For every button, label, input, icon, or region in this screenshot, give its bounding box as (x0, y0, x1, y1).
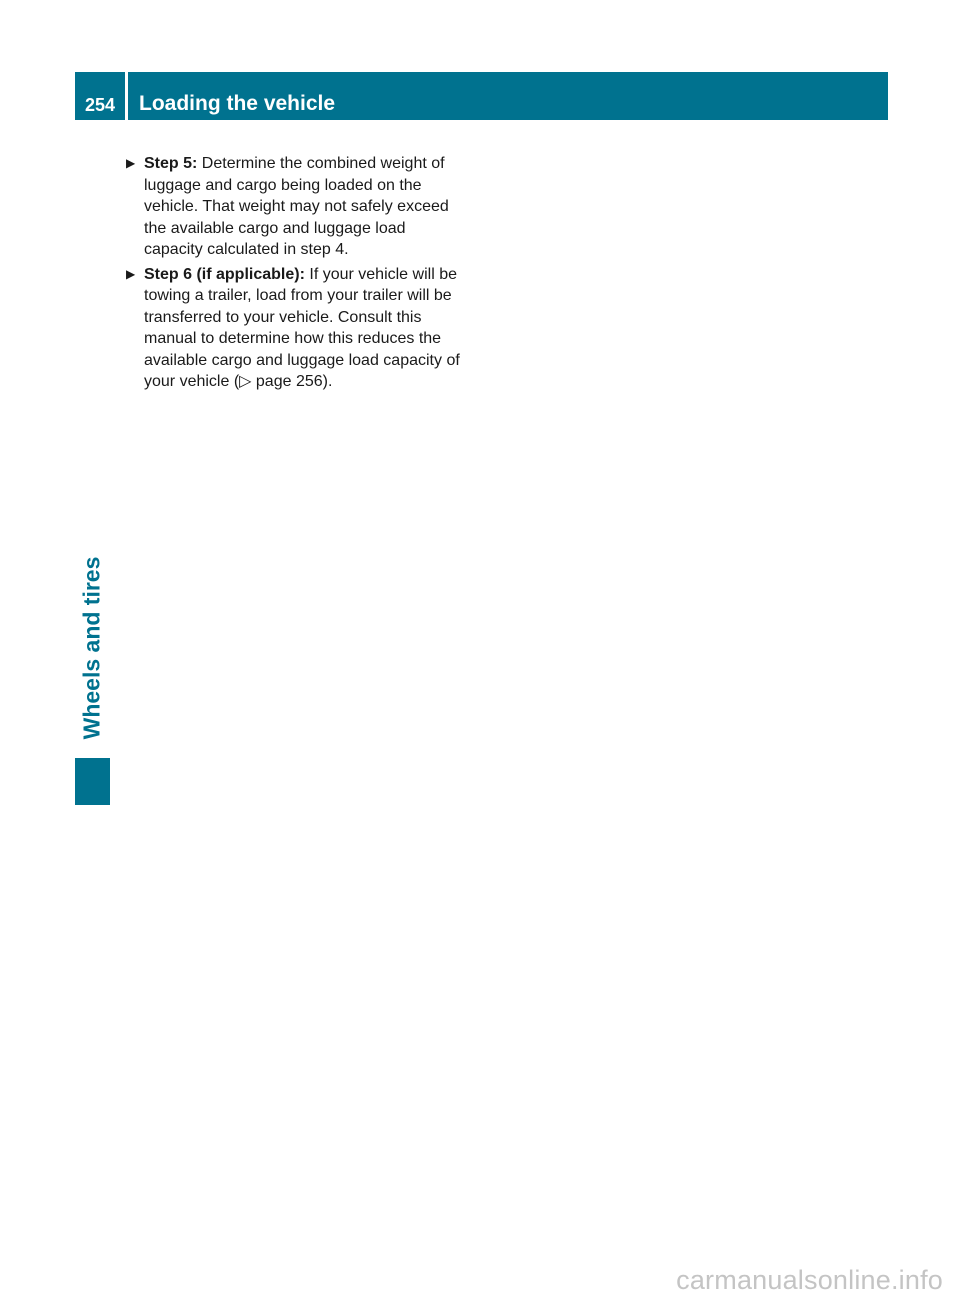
step-item (126, 264, 466, 393)
side-tab-label: Wheels and tires (78, 556, 105, 740)
step-label: Step 5: (144, 155, 198, 172)
side-tab-block (75, 758, 110, 805)
side-tab (75, 540, 110, 755)
step-text: If your vehicle will be towing a trailer, load from your trailer will be transferred to your vehicle. Consult this manual to determine how this reduces the available cargo and luggage load capacity of your vehicle (▷ page 256). (144, 265, 460, 390)
step-label: Step 6 (if applicable): (144, 265, 305, 283)
step-text: Determine the combined weight of luggage and cargo being loaded on the vehicle. That weight may not safely exceed the available cargo and luggage load capacity calculated in step 4. (144, 155, 449, 258)
content-column (126, 153, 466, 396)
step-item (126, 153, 466, 261)
arrow-right-icon: ▶ (126, 156, 136, 170)
header-divider (125, 72, 128, 120)
watermark: carmanualsonline.info (676, 1265, 943, 1295)
page-title: Loading the vehicle (139, 92, 336, 115)
page-number: 254 (84, 95, 116, 115)
arrow-right-icon: ▶ (126, 266, 136, 281)
